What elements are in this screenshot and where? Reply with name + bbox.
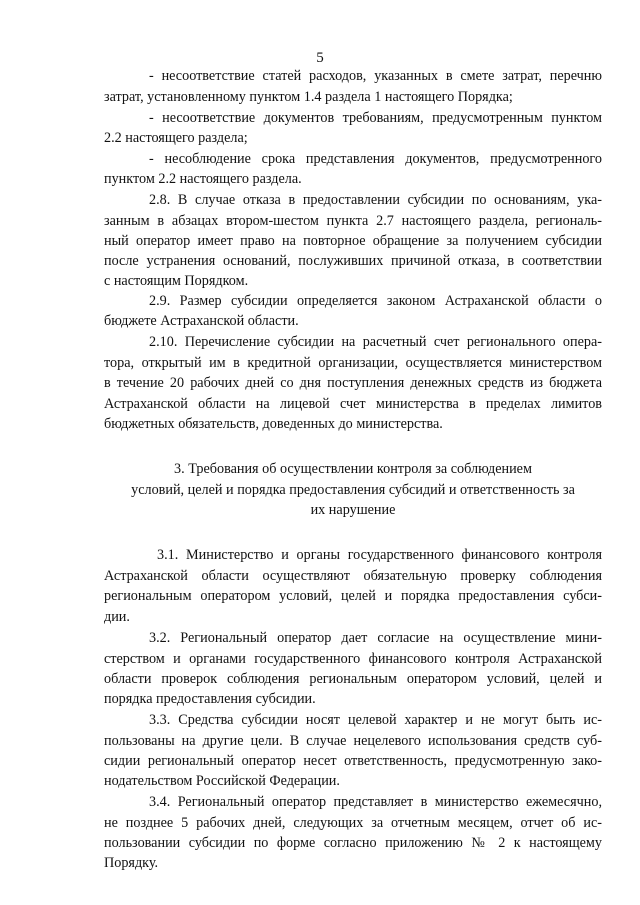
text-line: 3.2. Региональный оператор дает согласие на осуществление мини- [149,630,602,646]
text-line: 2.2 настоящего раздела; [104,130,248,146]
text-line: - несоблюдение срока представления документов, предусмотренного [149,151,602,167]
text-line: ный оператор имеет право на повторное обращение за получением субсидии [104,233,602,249]
text-line: после устранения оснований, послуживших причиной отказа, в соответствии [104,253,602,269]
text-line: пользованы на другие цели. В случае нецелевого использования средств суб- [104,733,602,749]
text-line: - несоответствие документов требованиям, предусмотренным пунктом [149,110,602,126]
text-line: 2.8. В случае отказа в предоставлении субсидии по основаниям, ука- [149,192,602,208]
text-line: 3.1. Министерство и органы государственного финансового контроля [157,547,602,563]
text-line: дии. [104,609,130,625]
text-line: пунктом 2.2 настоящего раздела. [104,171,302,187]
text-line: стерством и органами государственного финансового контроля Астраханской [104,651,602,667]
text-line: региональным оператором условий, целей и порядка предоставления субси- [104,588,602,604]
text-line: бюджете Астраханской области. [104,313,299,329]
text-line: тора, открытый им в кредитной организации, осуществляется министерством [104,355,602,371]
text-line: с настоящим Порядком. [104,273,249,289]
text-line: не позднее 5 рабочих дней, следующих за отчетным месяцем, отчет об ис- [104,815,602,831]
text-line: - несоответствие статей расходов, указанных в смете затрат, перечню [149,68,602,84]
text-line: 2.9. Размер субсидии определяется законом Астраханской области о [149,293,602,309]
text-line: сидии региональный оператор несет ответственность, предусмотренную зако- [104,753,602,769]
text-line: нодательством Российской Федерации. [104,773,340,789]
text-line: 3.3. Средства субсидии носят целевой характер и не могут быть ис- [149,712,602,728]
text-line: в течение 20 рабочих дней со дня поступления денежных средств из бюджета [104,375,602,391]
text-line: Астраханской области осуществляют обязательную проверку соблюдения [104,568,602,584]
text-line: Астраханской области на лицевой счет министерства в пределах лимитов [104,396,602,412]
text-line: бюджетных обязательств, доведенных до министерства. [104,416,443,432]
text-line: Порядку. [104,855,159,871]
text-line: занным в абзацах втором-шестом пункта 2.7 настоящего раздела, региональ- [104,213,602,229]
section-heading: 3. Требования об осуществлении контроля за соблюдением [174,461,532,477]
text-line: пользовании субсидии по форме согласно приложению № 2 к настоящему [104,835,602,851]
text-line: порядка предоставления субсидии. [104,691,316,707]
page-number: 5 [316,50,324,66]
text-line: затрат, установленному пунктом 1.4 раздела 1 настоящего Порядка; [104,89,513,105]
section-heading: условий, целей и порядка предоставления субсидий и ответственность за [131,482,575,498]
text-line: 3.4. Региональный оператор представляет в министерство ежемесячно, [149,794,602,810]
section-heading: их нарушение [310,502,396,518]
text-line: области проверок соблюдения региональным оператором условий, целей и [104,671,602,687]
text-line: 2.10. Перечисление субсидии на расчетный счет регионального опера- [149,334,602,350]
